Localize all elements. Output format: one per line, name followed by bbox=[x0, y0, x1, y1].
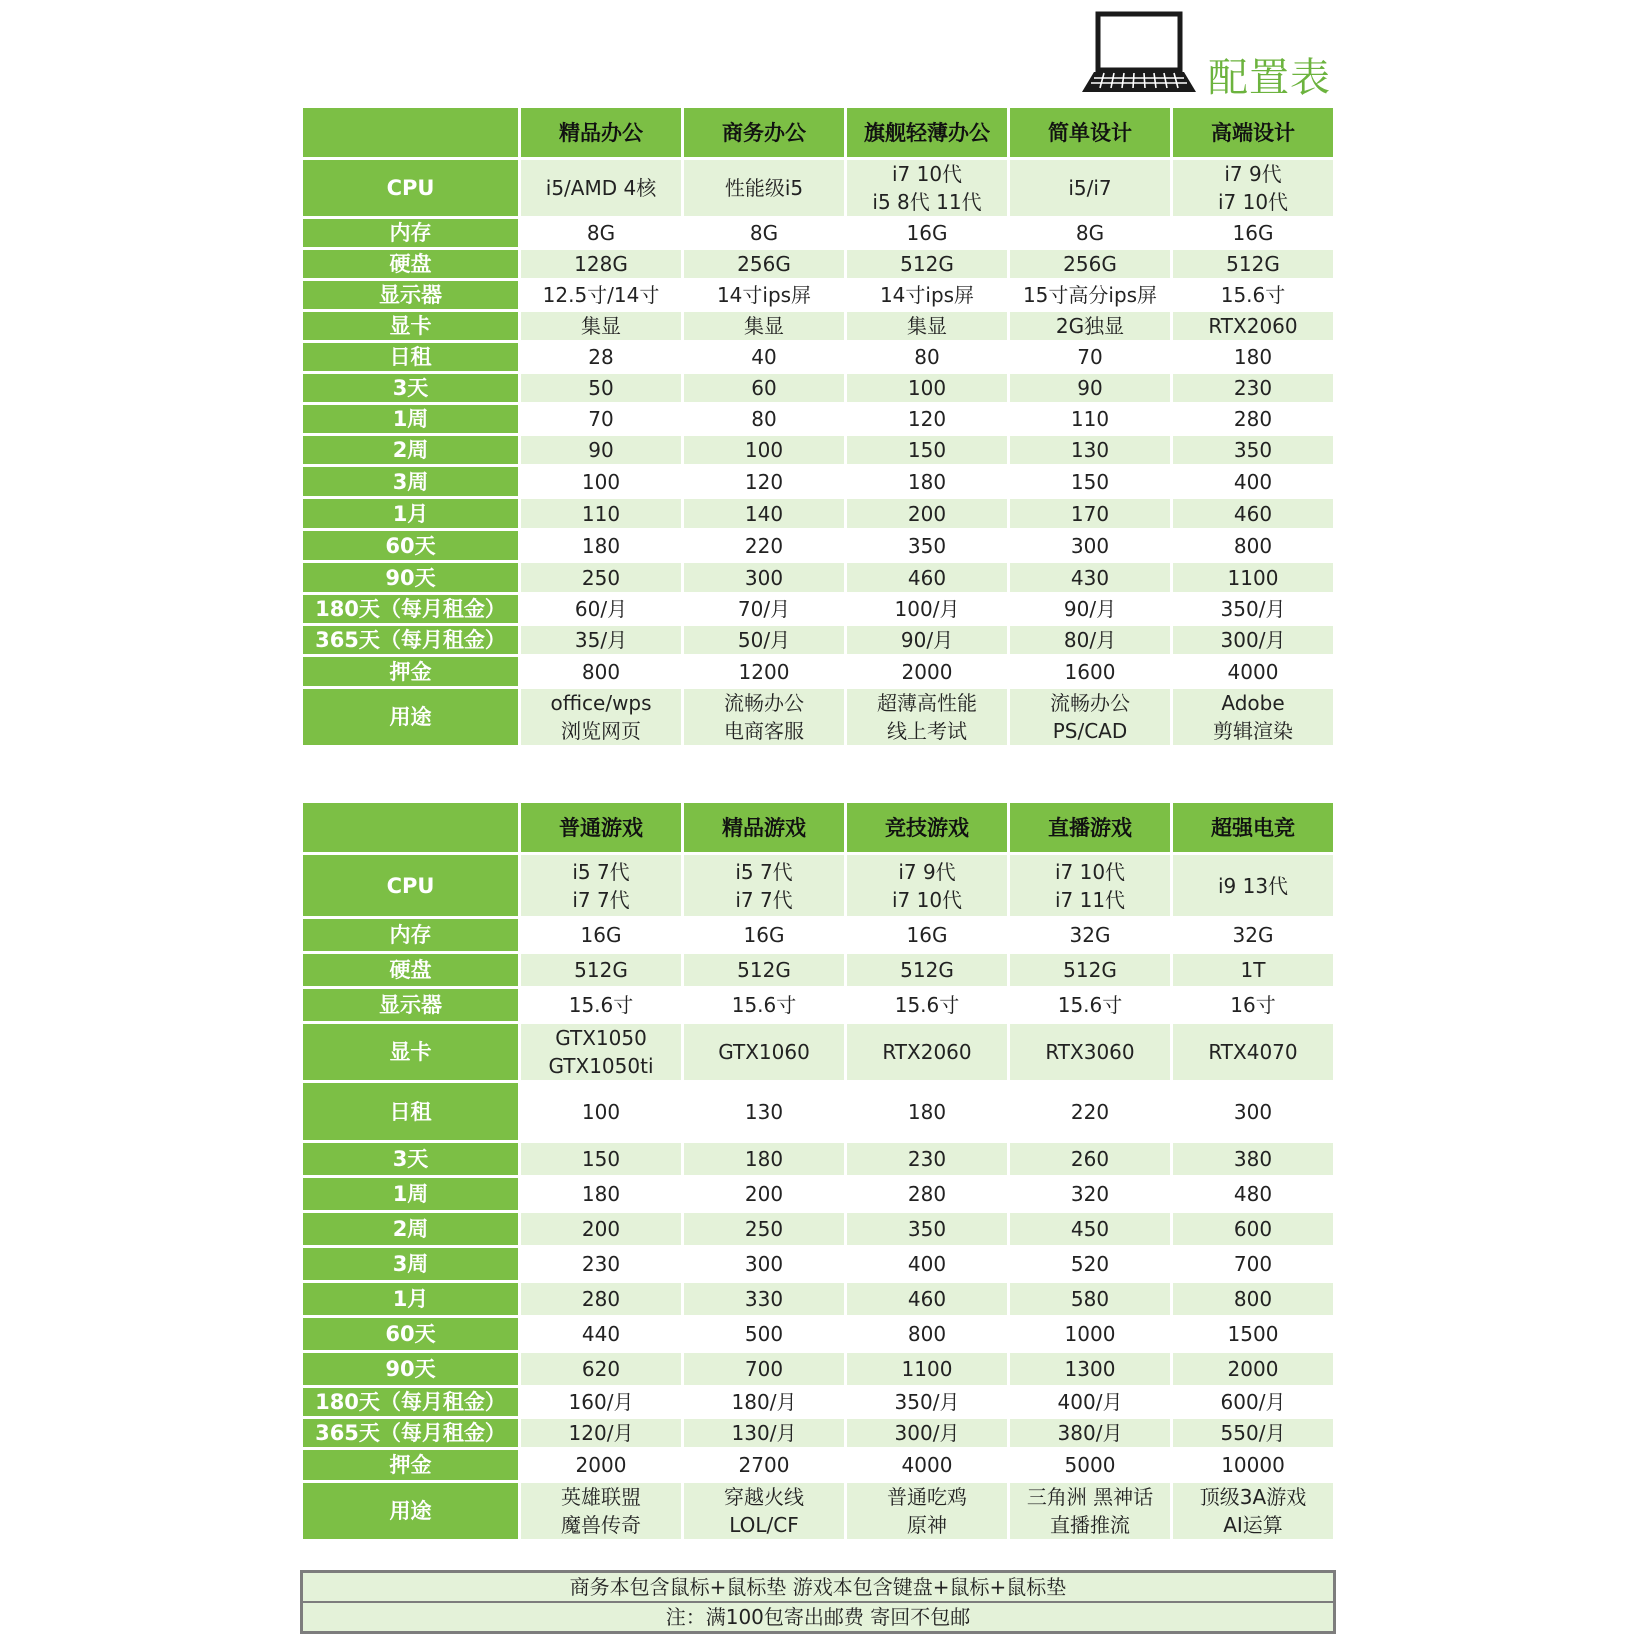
table-cell: 穿越火线 LOL/CF bbox=[684, 1483, 844, 1542]
table-row bbox=[303, 1178, 1333, 1213]
table-row bbox=[303, 1318, 1333, 1353]
row-label: 1周 bbox=[303, 1178, 518, 1213]
row-label: 60天 bbox=[303, 1318, 518, 1353]
gaming-config-table bbox=[300, 803, 1336, 1542]
table-cell: RTX2060 bbox=[1173, 312, 1333, 343]
table-cell: 100 bbox=[847, 374, 1007, 405]
table-cell: 300 bbox=[1010, 531, 1170, 563]
table-cell: 16G bbox=[521, 919, 681, 954]
row-label: 用途 bbox=[303, 689, 518, 748]
table-cell: 512G bbox=[684, 954, 844, 989]
table-cell: 256G bbox=[684, 250, 844, 281]
table-cell: 集显 bbox=[521, 312, 681, 343]
table-cell: 580 bbox=[1010, 1283, 1170, 1318]
table-row bbox=[303, 1283, 1333, 1318]
header bbox=[1080, 8, 1340, 101]
table-cell: 800 bbox=[521, 657, 681, 689]
table-cell: RTX3060 bbox=[1010, 1024, 1170, 1083]
table-cell: 2000 bbox=[521, 1450, 681, 1483]
column-header: 精品游戏 bbox=[684, 803, 844, 855]
table-cell: 450 bbox=[1010, 1213, 1170, 1248]
table-cell: 10000 bbox=[1173, 1450, 1333, 1483]
table-cell: 230 bbox=[1173, 374, 1333, 405]
table-cell: GTX1060 bbox=[684, 1024, 844, 1083]
column-header: 精品办公 bbox=[521, 108, 681, 160]
row-label: 60天 bbox=[303, 531, 518, 563]
row-label: 押金 bbox=[303, 657, 518, 689]
table-cell: 600 bbox=[1173, 1213, 1333, 1248]
table-cell: 100/月 bbox=[847, 595, 1007, 626]
table-row bbox=[303, 626, 1333, 657]
table-cell: 90/月 bbox=[1010, 595, 1170, 626]
table-cell: 32G bbox=[1173, 919, 1333, 954]
table-cell: 130 bbox=[1010, 436, 1170, 467]
column-header: 普通游戏 bbox=[521, 803, 681, 855]
row-label: 2周 bbox=[303, 1213, 518, 1248]
table-cell: 350 bbox=[847, 531, 1007, 563]
table-row bbox=[303, 954, 1333, 989]
table-cell: 80 bbox=[847, 343, 1007, 374]
table-cell: 100 bbox=[684, 436, 844, 467]
table-cell: 5000 bbox=[1010, 1450, 1170, 1483]
table-row bbox=[303, 1450, 1333, 1483]
row-label: 显示器 bbox=[303, 281, 518, 312]
table-cell: 460 bbox=[847, 563, 1007, 595]
table-cell: 200 bbox=[847, 499, 1007, 531]
table-cell: 512G bbox=[1173, 250, 1333, 281]
table-cell: 80/月 bbox=[1010, 626, 1170, 657]
table-cell: 60 bbox=[684, 374, 844, 405]
row-label: 日租 bbox=[303, 343, 518, 374]
table-cell: 流畅办公 电商客服 bbox=[684, 689, 844, 748]
table-cell: 4000 bbox=[847, 1450, 1007, 1483]
table-row bbox=[303, 1419, 1333, 1450]
row-label: 90天 bbox=[303, 1353, 518, 1388]
table-cell: 160/月 bbox=[521, 1388, 681, 1419]
table-row bbox=[303, 1024, 1333, 1083]
table-cell: 1600 bbox=[1010, 657, 1170, 689]
table-cell: 150 bbox=[521, 1143, 681, 1178]
table-cell: 2000 bbox=[847, 657, 1007, 689]
table-cell: 1200 bbox=[684, 657, 844, 689]
laptop-icon bbox=[1080, 10, 1198, 98]
table-cell: 16G bbox=[847, 919, 1007, 954]
table-cell: 28 bbox=[521, 343, 681, 374]
table-cell: 集显 bbox=[684, 312, 844, 343]
table-cell: i7 10代 i7 11代 bbox=[1010, 855, 1170, 919]
table-cell: 180 bbox=[521, 1178, 681, 1213]
table-cell: 350/月 bbox=[847, 1388, 1007, 1419]
table-cell: 超薄高性能 线上考试 bbox=[847, 689, 1007, 748]
table-row bbox=[303, 1483, 1333, 1542]
table-cell: 400/月 bbox=[1010, 1388, 1170, 1419]
table-cell: 16G bbox=[1173, 219, 1333, 250]
table-cell: i5 7代 i7 7代 bbox=[521, 855, 681, 919]
table-cell: 15.6寸 bbox=[684, 989, 844, 1024]
row-label: 1月 bbox=[303, 1283, 518, 1318]
table-cell: 250 bbox=[684, 1213, 844, 1248]
table-cell: i7 9代 i7 10代 bbox=[847, 855, 1007, 919]
table-cell: 8G bbox=[684, 219, 844, 250]
table-cell: 280 bbox=[521, 1283, 681, 1318]
row-label: 365天（每月租金） bbox=[303, 1419, 518, 1450]
table-cell: 200 bbox=[684, 1178, 844, 1213]
table-cell: 300/月 bbox=[1173, 626, 1333, 657]
table-cell: 400 bbox=[847, 1248, 1007, 1283]
table-cell: 180 bbox=[847, 467, 1007, 499]
table-row bbox=[303, 374, 1333, 405]
table-cell: 380 bbox=[1173, 1143, 1333, 1178]
page-title: 配置表 bbox=[1208, 55, 1331, 101]
table-cell: 2000 bbox=[1173, 1353, 1333, 1388]
table-cell: 三角洲 黑神话 直播推流 bbox=[1010, 1483, 1170, 1542]
table-cell: 2G独显 bbox=[1010, 312, 1170, 343]
row-label: CPU bbox=[303, 855, 518, 919]
table-cell: 170 bbox=[1010, 499, 1170, 531]
table-cell: 200 bbox=[521, 1213, 681, 1248]
table-row bbox=[303, 436, 1333, 467]
table-row bbox=[303, 250, 1333, 281]
table-cell: 220 bbox=[684, 531, 844, 563]
table-cell: RTX4070 bbox=[1173, 1024, 1333, 1083]
table-cell: 12.5寸/14寸 bbox=[521, 281, 681, 312]
row-label: 1月 bbox=[303, 499, 518, 531]
row-label: 显卡 bbox=[303, 312, 518, 343]
table-row bbox=[303, 689, 1333, 748]
table-cell: 512G bbox=[847, 250, 1007, 281]
table-cell: 700 bbox=[684, 1353, 844, 1388]
table-row bbox=[303, 919, 1333, 954]
table-cell: 100 bbox=[521, 1083, 681, 1143]
table-cell: 4000 bbox=[1173, 657, 1333, 689]
column-header: 超强电竞 bbox=[1173, 803, 1333, 855]
table-cell: 350/月 bbox=[1173, 595, 1333, 626]
header-corner bbox=[303, 108, 518, 160]
table-cell: 80 bbox=[684, 405, 844, 436]
table-cell: 1100 bbox=[1173, 563, 1333, 595]
table-cell: 流畅办公 PS/CAD bbox=[1010, 689, 1170, 748]
row-label: 内存 bbox=[303, 919, 518, 954]
table-cell: 90 bbox=[1010, 374, 1170, 405]
table-cell: 500 bbox=[684, 1318, 844, 1353]
table-cell: office/wps 浏览网页 bbox=[521, 689, 681, 748]
table-cell: 230 bbox=[847, 1143, 1007, 1178]
table-header-row bbox=[303, 803, 1333, 855]
table-cell: 1000 bbox=[1010, 1318, 1170, 1353]
table-cell: 40 bbox=[684, 343, 844, 374]
table-row bbox=[303, 1143, 1333, 1178]
row-label: 硬盘 bbox=[303, 250, 518, 281]
table-cell: 300 bbox=[684, 1248, 844, 1283]
table-cell: 220 bbox=[1010, 1083, 1170, 1143]
row-label: 90天 bbox=[303, 563, 518, 595]
table-cell: 35/月 bbox=[521, 626, 681, 657]
row-label: 180天（每月租金） bbox=[303, 1388, 518, 1419]
table-cell: 350 bbox=[847, 1213, 1007, 1248]
column-header: 直播游戏 bbox=[1010, 803, 1170, 855]
table-cell: 普通吃鸡 原神 bbox=[847, 1483, 1007, 1542]
table-cell: i5/AMD 4核 bbox=[521, 160, 681, 219]
table-row bbox=[303, 499, 1333, 531]
table-cell: i5/i7 bbox=[1010, 160, 1170, 219]
table-row bbox=[303, 1213, 1333, 1248]
table-cell: 250 bbox=[521, 563, 681, 595]
table-cell: 180 bbox=[521, 531, 681, 563]
table-cell: 180 bbox=[847, 1083, 1007, 1143]
row-label: 日租 bbox=[303, 1083, 518, 1143]
row-label: 显示器 bbox=[303, 989, 518, 1024]
table-cell: 150 bbox=[847, 436, 1007, 467]
column-header: 竞技游戏 bbox=[847, 803, 1007, 855]
table-cell: 70 bbox=[1010, 343, 1170, 374]
row-label: 硬盘 bbox=[303, 954, 518, 989]
table-cell: 60/月 bbox=[521, 595, 681, 626]
table-cell: 180/月 bbox=[684, 1388, 844, 1419]
table-row bbox=[303, 219, 1333, 250]
table-cell: 480 bbox=[1173, 1178, 1333, 1213]
table-cell: 800 bbox=[1173, 531, 1333, 563]
table-cell: 集显 bbox=[847, 312, 1007, 343]
table-row bbox=[303, 855, 1333, 919]
table-cell: 14寸ips屏 bbox=[847, 281, 1007, 312]
table-cell: i7 9代 i7 10代 bbox=[1173, 160, 1333, 219]
table-cell: 110 bbox=[1010, 405, 1170, 436]
table-header-row bbox=[303, 108, 1333, 160]
note-line: 注：满100包寄出邮费 寄回不包邮 bbox=[303, 1601, 1333, 1631]
table-cell: 520 bbox=[1010, 1248, 1170, 1283]
table-cell: 230 bbox=[521, 1248, 681, 1283]
table-cell: 120 bbox=[847, 405, 1007, 436]
table-cell: 400 bbox=[1173, 467, 1333, 499]
table-cell: 430 bbox=[1010, 563, 1170, 595]
row-label: 180天（每月租金） bbox=[303, 595, 518, 626]
table-cell: 8G bbox=[1010, 219, 1170, 250]
table-row bbox=[303, 312, 1333, 343]
table-row bbox=[303, 1248, 1333, 1283]
table-row bbox=[303, 1083, 1333, 1143]
table-row bbox=[303, 405, 1333, 436]
table-cell: 512G bbox=[1010, 954, 1170, 989]
table-cell: i7 10代 i5 8代 11代 bbox=[847, 160, 1007, 219]
table-cell: 140 bbox=[684, 499, 844, 531]
table-cell: 150 bbox=[1010, 467, 1170, 499]
table-row bbox=[303, 563, 1333, 595]
row-label: 3周 bbox=[303, 1248, 518, 1283]
table-cell: 180 bbox=[684, 1143, 844, 1178]
table-cell: 330 bbox=[684, 1283, 844, 1318]
row-label: 1周 bbox=[303, 405, 518, 436]
table-cell: 180 bbox=[1173, 343, 1333, 374]
row-label: 显卡 bbox=[303, 1024, 518, 1083]
table-cell: 460 bbox=[847, 1283, 1007, 1318]
table-cell: 300 bbox=[1173, 1083, 1333, 1143]
table-cell: 1T bbox=[1173, 954, 1333, 989]
table-cell: Adobe 剪辑渲染 bbox=[1173, 689, 1333, 748]
table-cell: 120 bbox=[684, 467, 844, 499]
table-cell: 110 bbox=[521, 499, 681, 531]
table-cell: 600/月 bbox=[1173, 1388, 1333, 1419]
table-cell: 100 bbox=[521, 467, 681, 499]
table-cell: 300 bbox=[684, 563, 844, 595]
table-cell: 15.6寸 bbox=[1173, 281, 1333, 312]
table-row bbox=[303, 160, 1333, 219]
table-cell: 512G bbox=[521, 954, 681, 989]
table-cell: RTX2060 bbox=[847, 1024, 1007, 1083]
table-cell: 16G bbox=[847, 219, 1007, 250]
table-cell: 90 bbox=[521, 436, 681, 467]
table-row bbox=[303, 989, 1333, 1024]
table-cell: 300/月 bbox=[847, 1419, 1007, 1450]
row-label: 押金 bbox=[303, 1450, 518, 1483]
note-line: 商务本包含鼠标+鼠标垫 游戏本包含键盘+鼠标+鼠标垫 bbox=[569, 1575, 1067, 1599]
row-label: 内存 bbox=[303, 219, 518, 250]
header-corner bbox=[303, 803, 518, 855]
table-cell: 440 bbox=[521, 1318, 681, 1353]
table-cell: 620 bbox=[521, 1353, 681, 1388]
table-cell: 280 bbox=[847, 1178, 1007, 1213]
table-cell: 顶级3A游戏 AI运算 bbox=[1173, 1483, 1333, 1542]
table-row bbox=[303, 531, 1333, 563]
table-cell: 70/月 bbox=[684, 595, 844, 626]
table-row bbox=[303, 281, 1333, 312]
table-cell: 460 bbox=[1173, 499, 1333, 531]
table-row bbox=[303, 1353, 1333, 1388]
table-cell: 800 bbox=[847, 1318, 1007, 1353]
row-label: 3天 bbox=[303, 374, 518, 405]
table-cell: 350 bbox=[1173, 436, 1333, 467]
column-header: 旗舰轻薄办公 bbox=[847, 108, 1007, 160]
table-cell: 90/月 bbox=[847, 626, 1007, 657]
table-row bbox=[303, 1388, 1333, 1419]
table-cell: 280 bbox=[1173, 405, 1333, 436]
table-cell: 15.6寸 bbox=[847, 989, 1007, 1024]
row-label: 365天（每月租金） bbox=[303, 626, 518, 657]
row-label: 2周 bbox=[303, 436, 518, 467]
table-cell: 1500 bbox=[1173, 1318, 1333, 1353]
table-row bbox=[303, 657, 1333, 689]
table-cell: 800 bbox=[1173, 1283, 1333, 1318]
table-cell: 700 bbox=[1173, 1248, 1333, 1283]
table-row bbox=[303, 467, 1333, 499]
table-row bbox=[303, 595, 1333, 626]
table-cell: 50 bbox=[521, 374, 681, 405]
table-cell: 14寸ips屏 bbox=[684, 281, 844, 312]
table-cell: i5 7代 i7 7代 bbox=[684, 855, 844, 919]
table-cell: 性能级i5 bbox=[684, 160, 844, 219]
table-cell: 16寸 bbox=[1173, 989, 1333, 1024]
office-config-table bbox=[300, 108, 1336, 748]
table-cell: 130 bbox=[684, 1083, 844, 1143]
table-cell: 320 bbox=[1010, 1178, 1170, 1213]
table-cell: i9 13代 bbox=[1173, 855, 1333, 919]
table-cell: 16G bbox=[684, 919, 844, 954]
table-cell: GTX1050 GTX1050ti bbox=[521, 1024, 681, 1083]
column-header: 简单设计 bbox=[1010, 108, 1170, 160]
table-cell: 1100 bbox=[847, 1353, 1007, 1388]
table-cell: 15.6寸 bbox=[521, 989, 681, 1024]
table-cell: 128G bbox=[521, 250, 681, 281]
table-cell: 70 bbox=[521, 405, 681, 436]
table-cell: 2700 bbox=[684, 1450, 844, 1483]
table-cell: 380/月 bbox=[1010, 1419, 1170, 1450]
table-cell: 15寸高分ips屏 bbox=[1010, 281, 1170, 312]
table-cell: 32G bbox=[1010, 919, 1170, 954]
column-header: 高端设计 bbox=[1173, 108, 1333, 160]
table-row bbox=[303, 343, 1333, 374]
table-cell: 130/月 bbox=[684, 1419, 844, 1450]
table-cell: 1300 bbox=[1010, 1353, 1170, 1388]
row-label: 用途 bbox=[303, 1483, 518, 1542]
table-cell: 512G bbox=[847, 954, 1007, 989]
table-cell: 260 bbox=[1010, 1143, 1170, 1178]
table-cell: 256G bbox=[1010, 250, 1170, 281]
row-label: CPU bbox=[303, 160, 518, 219]
table-cell: 8G bbox=[521, 219, 681, 250]
notes-box bbox=[300, 1570, 1336, 1634]
table-cell: 15.6寸 bbox=[1010, 989, 1170, 1024]
table-cell: 英雄联盟 魔兽传奇 bbox=[521, 1483, 681, 1542]
row-label: 3天 bbox=[303, 1143, 518, 1178]
row-label: 3周 bbox=[303, 467, 518, 499]
table-cell: 120/月 bbox=[521, 1419, 681, 1450]
table-cell: 50/月 bbox=[684, 626, 844, 657]
table-cell: 550/月 bbox=[1173, 1419, 1333, 1450]
column-header: 商务办公 bbox=[684, 108, 844, 160]
